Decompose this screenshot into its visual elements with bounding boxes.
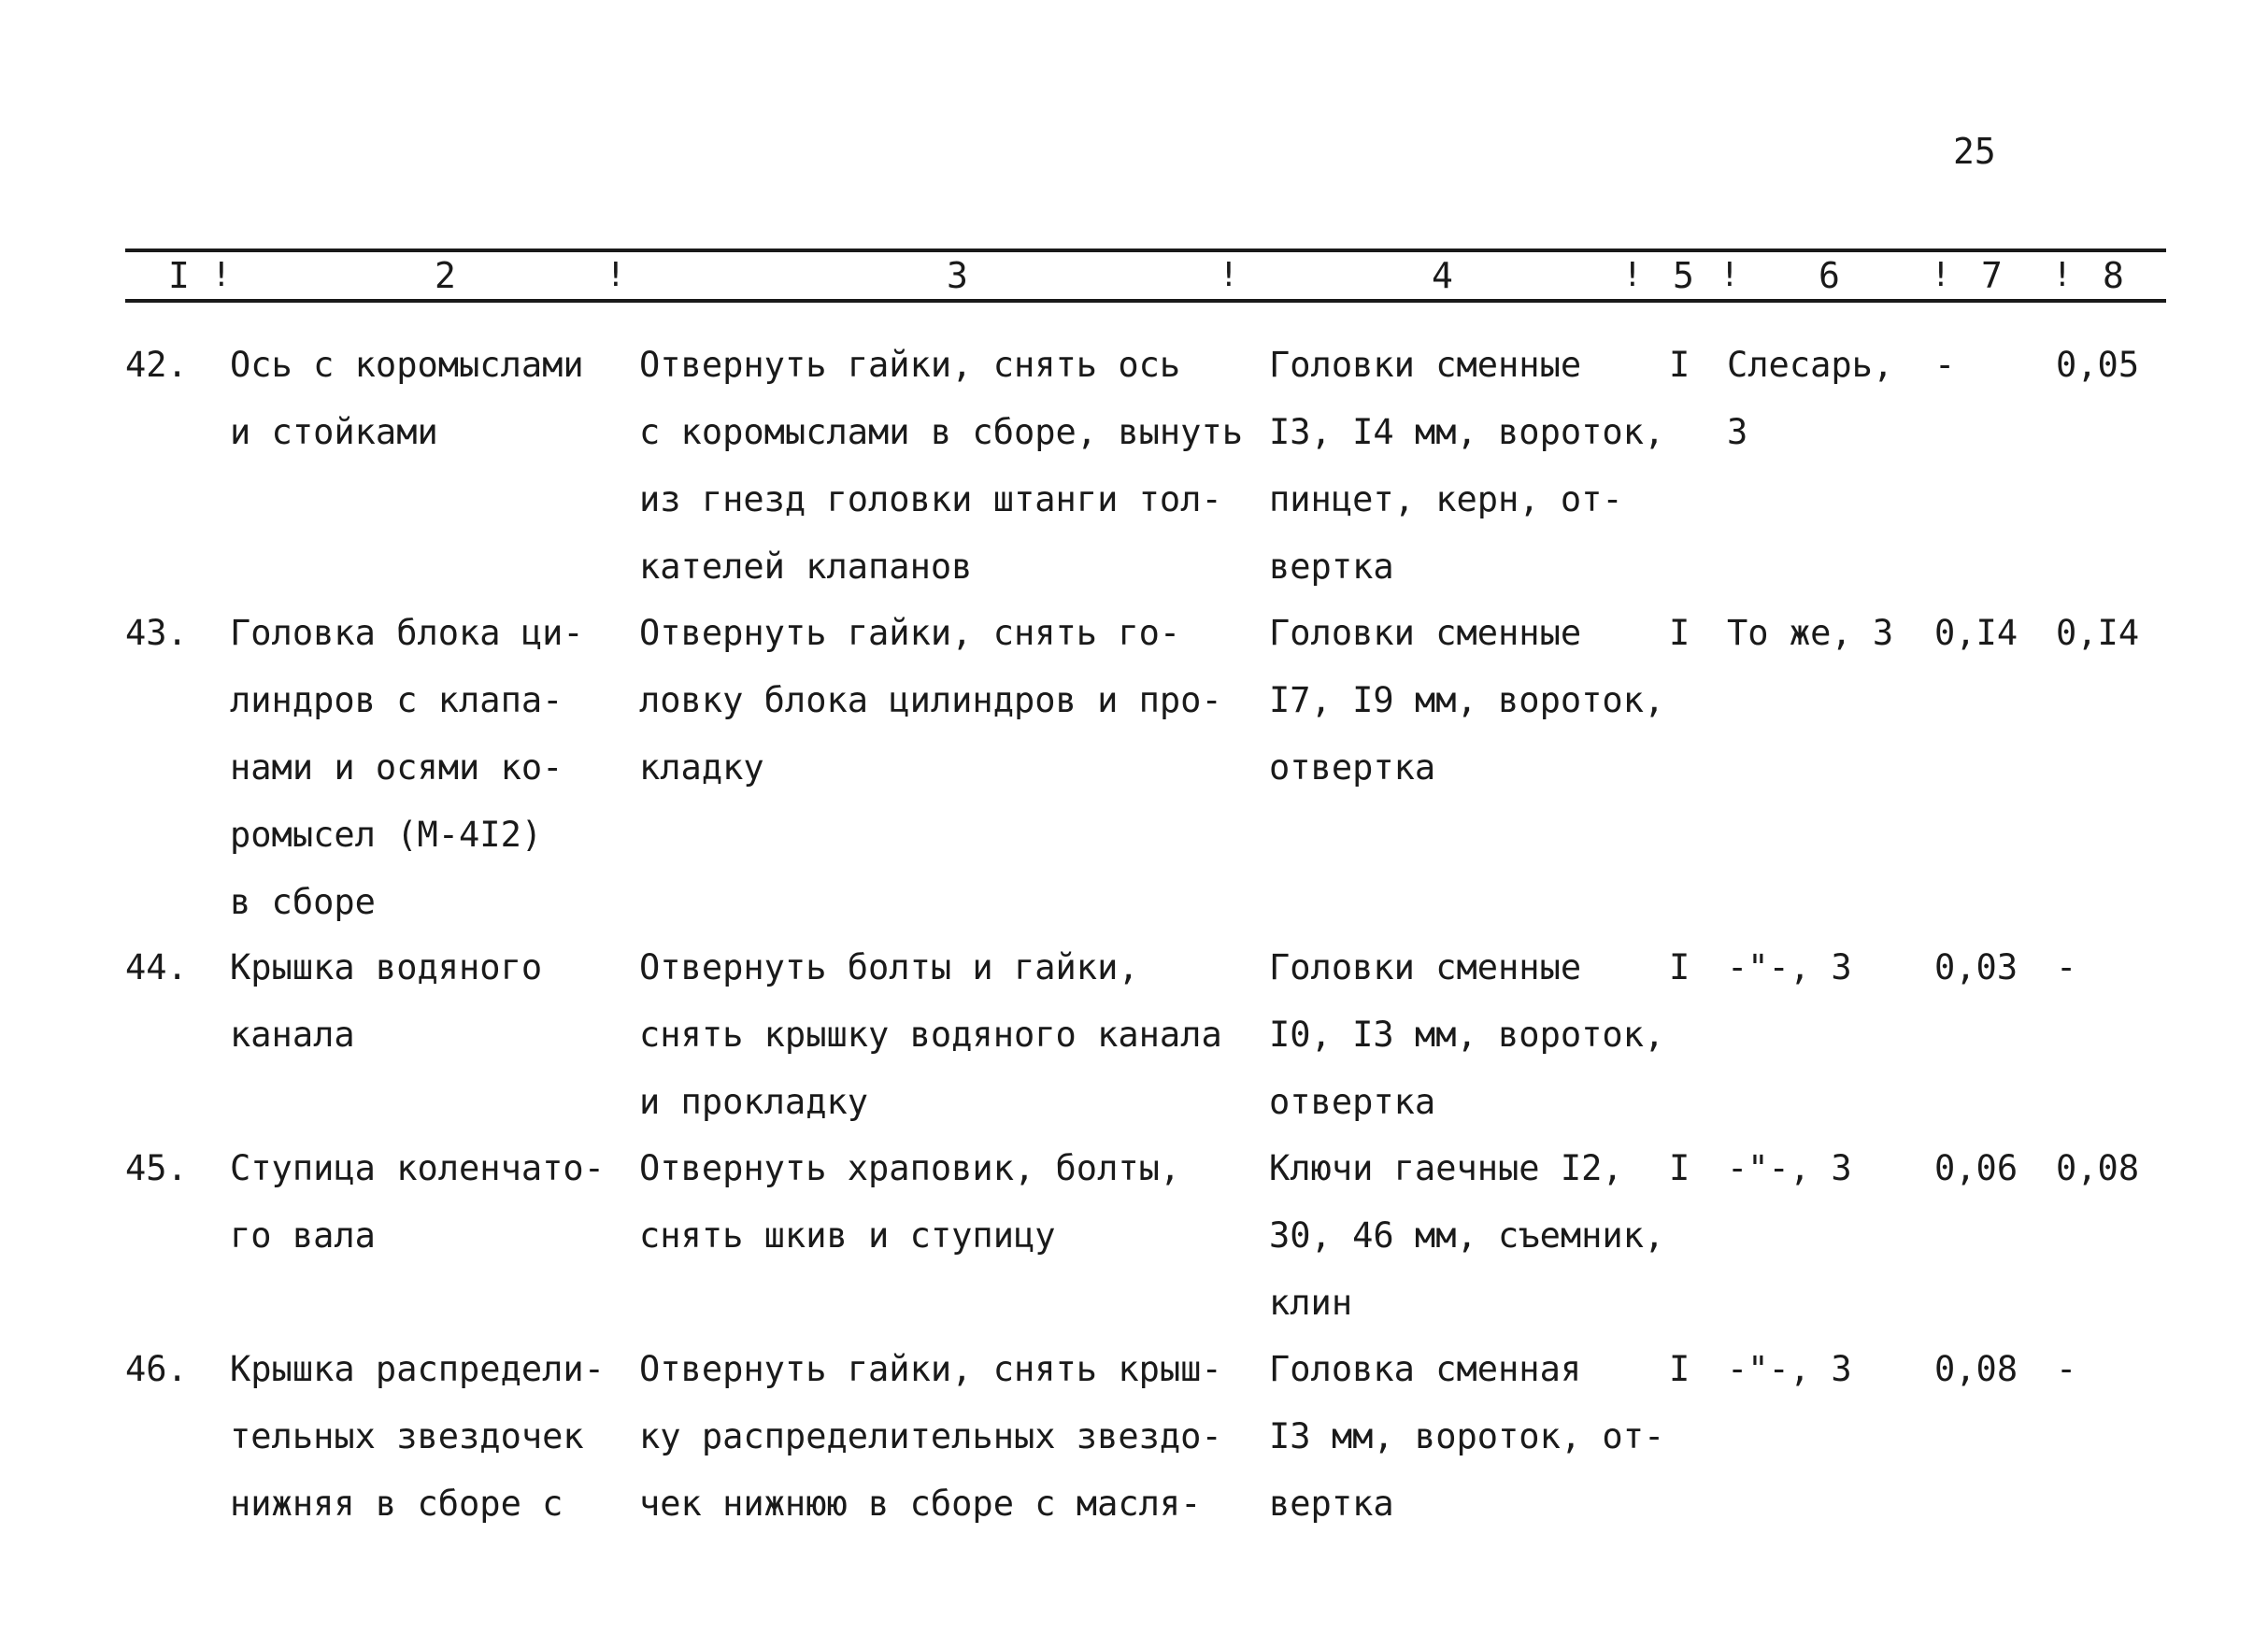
- tools-text: пинцет, керн, от-: [1269, 479, 1623, 519]
- operation-text: кателей клапанов: [639, 547, 973, 587]
- operation-text: Отвернуть гайки, снять крыш-: [639, 1349, 1222, 1389]
- norm-cell: -: [2056, 1349, 2077, 1389]
- row-number: 46.: [125, 1349, 188, 1389]
- part-name: и стойками: [230, 412, 438, 452]
- part-name: в сборе: [230, 882, 376, 922]
- page-number: 25: [1953, 131, 1996, 172]
- header-col-2: 2: [435, 255, 456, 296]
- time-cell: 0,08: [1934, 1349, 2018, 1389]
- tools-text: I0, I3 мм, вороток,: [1269, 1015, 1665, 1055]
- tools-text: клин: [1269, 1283, 1353, 1323]
- header-col-7: 7: [1981, 255, 2003, 296]
- time-cell: -: [1934, 345, 1956, 385]
- row-number: 45.: [125, 1148, 188, 1188]
- part-name: Крышка распредели-: [230, 1349, 605, 1389]
- operation-text: Отвернуть болты и гайки,: [639, 947, 1139, 987]
- tools-text: I3 мм, вороток, от-: [1269, 1416, 1665, 1456]
- tools-text: Головки сменные: [1269, 947, 1582, 987]
- norm-cell: 0,08: [2056, 1148, 2140, 1188]
- row-number: 44.: [125, 947, 188, 987]
- row-number: 42.: [125, 345, 188, 385]
- time-cell: 0,06: [1934, 1148, 2018, 1188]
- table-top-rule: [125, 248, 2166, 252]
- tools-text: отвертка: [1269, 747, 1436, 788]
- operation-text: Отвернуть храповик, болты,: [639, 1148, 1181, 1188]
- quantity-cell: I: [1669, 613, 1690, 653]
- part-name: линдров с клапа-: [230, 680, 563, 720]
- tools-text: отвертка: [1269, 1082, 1436, 1122]
- table-header-rule: [125, 299, 2166, 303]
- part-name: нами и осями ко-: [230, 747, 563, 788]
- operation-text: снять крышку водяного канала: [639, 1015, 1222, 1055]
- operation-text: Отвернуть гайки, снять ось: [639, 345, 1181, 385]
- quantity-cell: I: [1669, 1148, 1690, 1188]
- quantity-cell: I: [1669, 947, 1690, 987]
- header-separator: !: [1719, 256, 1740, 294]
- worker-cell: -"-, 3: [1727, 947, 1852, 987]
- norm-cell: -: [2056, 947, 2077, 987]
- tools-text: I7, I9 мм, вороток,: [1269, 680, 1665, 720]
- header-col-6: 6: [1819, 255, 1840, 296]
- tools-text: вертка: [1269, 1484, 1394, 1524]
- part-name: Ступица коленчато-: [230, 1148, 605, 1188]
- quantity-cell: I: [1669, 1349, 1690, 1389]
- operation-text: и прокладку: [639, 1082, 869, 1122]
- worker-cell: 3: [1727, 412, 1748, 452]
- part-name: Крышка водяного: [230, 947, 543, 987]
- tools-text: Головки сменные: [1269, 613, 1582, 653]
- tools-text: Головки сменные: [1269, 345, 1582, 385]
- tools-text: I3, I4 мм, вороток,: [1269, 412, 1665, 452]
- worker-cell: -"-, 3: [1727, 1148, 1852, 1188]
- worker-cell: -"-, 3: [1727, 1349, 1852, 1389]
- part-name: канала: [230, 1015, 355, 1055]
- part-name: Головка блока ци-: [230, 613, 584, 653]
- operation-text: кладку: [639, 747, 764, 788]
- operation-text: чек нижнюю в сборе с масля-: [639, 1484, 1202, 1524]
- quantity-cell: I: [1669, 345, 1690, 385]
- operation-text: Отвернуть гайки, снять го-: [639, 613, 1181, 653]
- header-separator: !: [606, 256, 626, 294]
- part-name: Ось с коромыслами: [230, 345, 584, 385]
- operation-text: из гнезд головки штанги тол-: [639, 479, 1222, 519]
- row-number: 43.: [125, 613, 188, 653]
- header-separator: !: [1931, 256, 1951, 294]
- tools-text: Ключи гаечные I2,: [1269, 1148, 1623, 1188]
- time-cell: 0,03: [1934, 947, 2018, 987]
- operation-text: ловку блока цилиндров и про-: [639, 680, 1222, 720]
- header-separator: !: [1219, 256, 1239, 294]
- part-name: ромысел (М-4I2): [230, 815, 543, 855]
- header-col-8: 8: [2103, 255, 2124, 296]
- header-col-3: 3: [947, 255, 968, 296]
- header-separator: !: [1622, 256, 1643, 294]
- header-col-5: 5: [1673, 255, 1694, 296]
- header-col-4: 4: [1432, 255, 1453, 296]
- norm-cell: 0,I4: [2056, 613, 2140, 653]
- worker-cell: Слесарь,: [1727, 345, 1894, 385]
- tools-text: 30, 46 мм, съемник,: [1269, 1215, 1665, 1256]
- norm-cell: 0,05: [2056, 345, 2140, 385]
- operation-text: с коромыслами в сборе, вынуть: [639, 412, 1244, 452]
- worker-cell: То же, 3: [1727, 613, 1894, 653]
- tools-text: Головка сменная: [1269, 1349, 1582, 1389]
- operation-text: ку распределительных звездо-: [639, 1416, 1222, 1456]
- operation-text: снять шкив и ступицу: [639, 1215, 1056, 1256]
- header-separator: !: [211, 256, 232, 294]
- part-name: нижняя в сборе с: [230, 1484, 563, 1524]
- part-name: го вала: [230, 1215, 376, 1256]
- header-separator: !: [2052, 256, 2073, 294]
- header-col-1: I: [168, 255, 190, 296]
- part-name: тельных звездочек: [230, 1416, 584, 1456]
- tools-text: вертка: [1269, 547, 1394, 587]
- time-cell: 0,I4: [1934, 613, 2018, 653]
